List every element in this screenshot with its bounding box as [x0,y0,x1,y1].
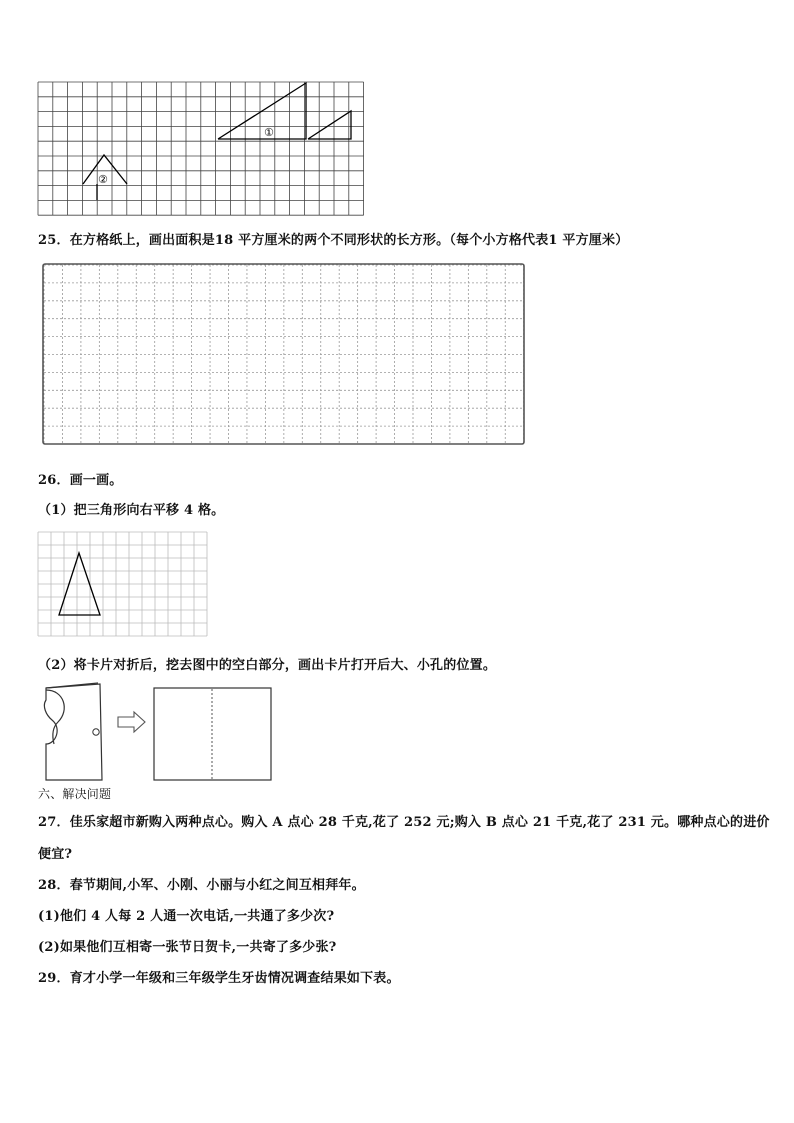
shape-1-label: ① [264,126,274,139]
question-26-text: 画一画。 [69,473,123,488]
question-29 [38,967,400,986]
section-6-title: 六、解决问题 [38,787,112,801]
card-top-edge [46,683,98,688]
question-28 [38,874,365,893]
question-26-part-1: （1）把三角形向右平移 4 格。 [38,503,225,518]
question-28-number: 28． [38,878,70,893]
question-27 [38,811,770,830]
question-29-text: 育才小学一年级和三年级学生牙齿情况调查结果如下表。 [69,971,400,986]
question-26-number: 26． [38,473,70,488]
question-28-part-1: (1)他们 4 人每 2 人通一次电话,一共通了多少次? [38,909,335,924]
card-small-hole [93,729,99,735]
question-27-line-2: 便宜? [38,847,73,862]
question-25-text: 在方格纸上，画出面积是18 平方厘米的两个不同形状的长方形。（每个小方格代表1 平方厘米） [69,233,629,248]
question-28-text: 春节期间,小军、小刚、小丽与小红之间互相拜年。 [69,878,365,893]
question-26-part-2: （2）将卡片对折后，挖去图中的空白部分，画出卡片打开后大、小孔的位置。 [38,658,497,673]
question-27-number: 27． [38,815,70,830]
shape-2-label: ② [98,173,108,186]
right-arrow-icon [118,712,145,732]
question-27-line-1: 佳乐家超市新购入两种点心。购入 A 点心 28 千克,花了 252 元;购入 B 点心 21 千克,花了 231 元。哪种点心的进价 [69,815,770,830]
question-25-number: 25． [38,233,70,248]
question-29-number: 29． [38,971,70,986]
question-28-part-2: (2)如果他们互相寄一张节日贺卡,一共寄了多少张? [38,940,337,955]
